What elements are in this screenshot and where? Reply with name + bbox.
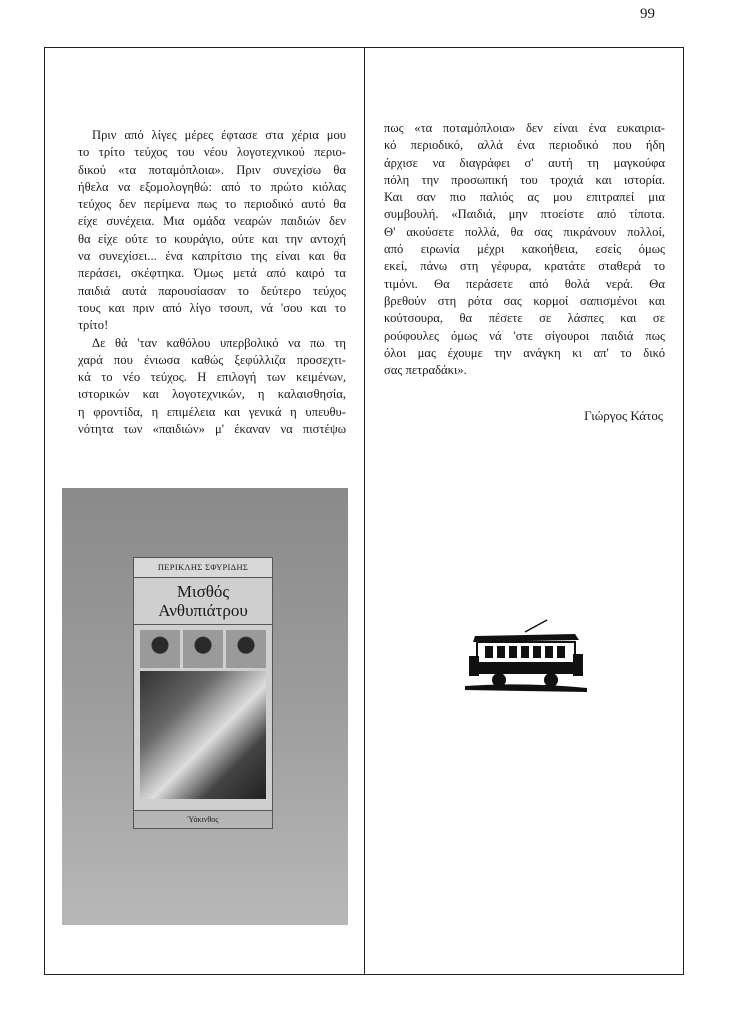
text-line: τεύχος δεν περίμενα πως το περιοδικό αυτό θα <box>78 197 346 212</box>
text-line: από ειρωνία μέχρι κακοήθεια, εσείς όμως <box>384 242 665 257</box>
portrait-image <box>183 630 223 668</box>
text-line: να συνεχίσει... ένα καπρίτσιο της είναι και θα <box>78 249 346 264</box>
text-line: κούτσουρα, θα πέσετε σε λάσπες και σε <box>384 311 665 326</box>
text-line: θα είχε ούτε το κουράγιο, ούτε και την αντοχή <box>78 231 346 246</box>
text-line: το τρίτο τεύχος του νέου λογοτεχνικού περιο- <box>78 145 346 160</box>
text-line: Και σαν πιο παλιός ας μου επιτραπεί μια <box>384 190 665 205</box>
text-line: η φροντίδα, η επιμέλεια και γενικά η υπευθυ- <box>78 404 346 419</box>
book-title-line: Ανθυπιάτρου <box>158 601 248 620</box>
text-line: άρχισε να διαγράφει σ' αυτή τη μαγκούφα <box>384 155 665 170</box>
text-line: πόλη την προσωπική του τροχιά και ιστορία. <box>384 172 665 187</box>
author-signature: Γιώργος Κάτος <box>584 408 663 423</box>
text-line: Δε θά 'ταν καθόλου υπερβολικό να πω τη <box>92 335 346 350</box>
text-line: εκεί, πάνω στη γέφυρα, κρατάτε σταθερά το <box>384 259 665 274</box>
text-line: είχε συνέχεια. Μια ομάδα νεαρών παιδιών δεν <box>78 214 346 229</box>
text-line: τρίτο! <box>78 318 109 333</box>
text-line: τιμόνι. Θα περάσετε από θολά νερά. Θα <box>384 276 665 291</box>
text-line: κό περιοδικό, αλλά ένα περιοδικό που ήδη <box>384 138 665 153</box>
text-line: νότητα των «παιδιών» μ' έκαναν να πιστέψω <box>78 422 346 437</box>
column-divider <box>364 47 365 975</box>
book-cover-photo <box>62 488 348 925</box>
text-line: Θ' ακούσετε πολλά, θα σας πικράνουν πολλοί, <box>384 224 665 239</box>
text-line: χαρά που ένιωσα καθώς ξεφύλλιζα προσεχτι- <box>78 352 346 367</box>
cover-scene-image <box>140 671 266 799</box>
book-cover <box>133 557 273 829</box>
text-line: βρεθούν στη ρότα σας κορμοί σαπισμένοι και <box>384 293 665 308</box>
book-title-line: Μισθός <box>176 582 230 601</box>
tram-icon <box>465 618 587 692</box>
text-line: τους και πριν από λίγο τσουπ, νά 'σου και το <box>78 300 346 315</box>
book-author: ΠΕΡΙΚΛΗΣ ΣΦΥΡΙΔΗΣ <box>134 558 272 578</box>
left-column-text <box>78 127 346 438</box>
text-line: πως «τα ποταμόπλοια» δεν είναι ένα ευκαιρια- <box>384 121 665 135</box>
portrait-image <box>226 630 266 668</box>
portrait-strip <box>140 630 266 668</box>
text-line: ρούφουλες όμως νά 'στε σίγουροι παιδιά πως <box>384 328 665 343</box>
text-line: κά το νέο τεύχος. Η επιλογή των κειμένων, <box>78 370 346 385</box>
book-publisher: Ύάκινθος <box>134 810 272 828</box>
text-line: συμβουλή. «Παιδιά, μην πτοείστε από τίποτα. <box>384 207 665 222</box>
right-column-text <box>384 120 665 379</box>
text-line: όλοι μας έχουμε την ανάγκη κι απ' το δικό <box>384 345 665 360</box>
text-line: περάσει, σκέφτηκα. Όμως μετά από καιρό τα <box>78 266 346 281</box>
page-number: 99 <box>640 6 655 22</box>
text-line: ήθελα να εξομολογηθώ: από το πρώτο κιόλας <box>78 179 346 194</box>
portrait-image <box>140 630 180 668</box>
text-line: σας πετραδάκι». <box>384 363 467 378</box>
text-line: ιστορικών και λογοτεχνικών, η καλαισθησία, <box>78 387 346 402</box>
book-title <box>134 578 272 625</box>
text-line: παιδιά αυτά παρουσίασαν το δεύτερο τεύχος <box>78 283 346 298</box>
text-line: δικού «τα ποταμόπλοια». Πριν συνεχίσω θα <box>78 162 346 177</box>
text-line: Πριν από λίγες μέρες έφτασε στα χέρια μου <box>92 128 346 142</box>
